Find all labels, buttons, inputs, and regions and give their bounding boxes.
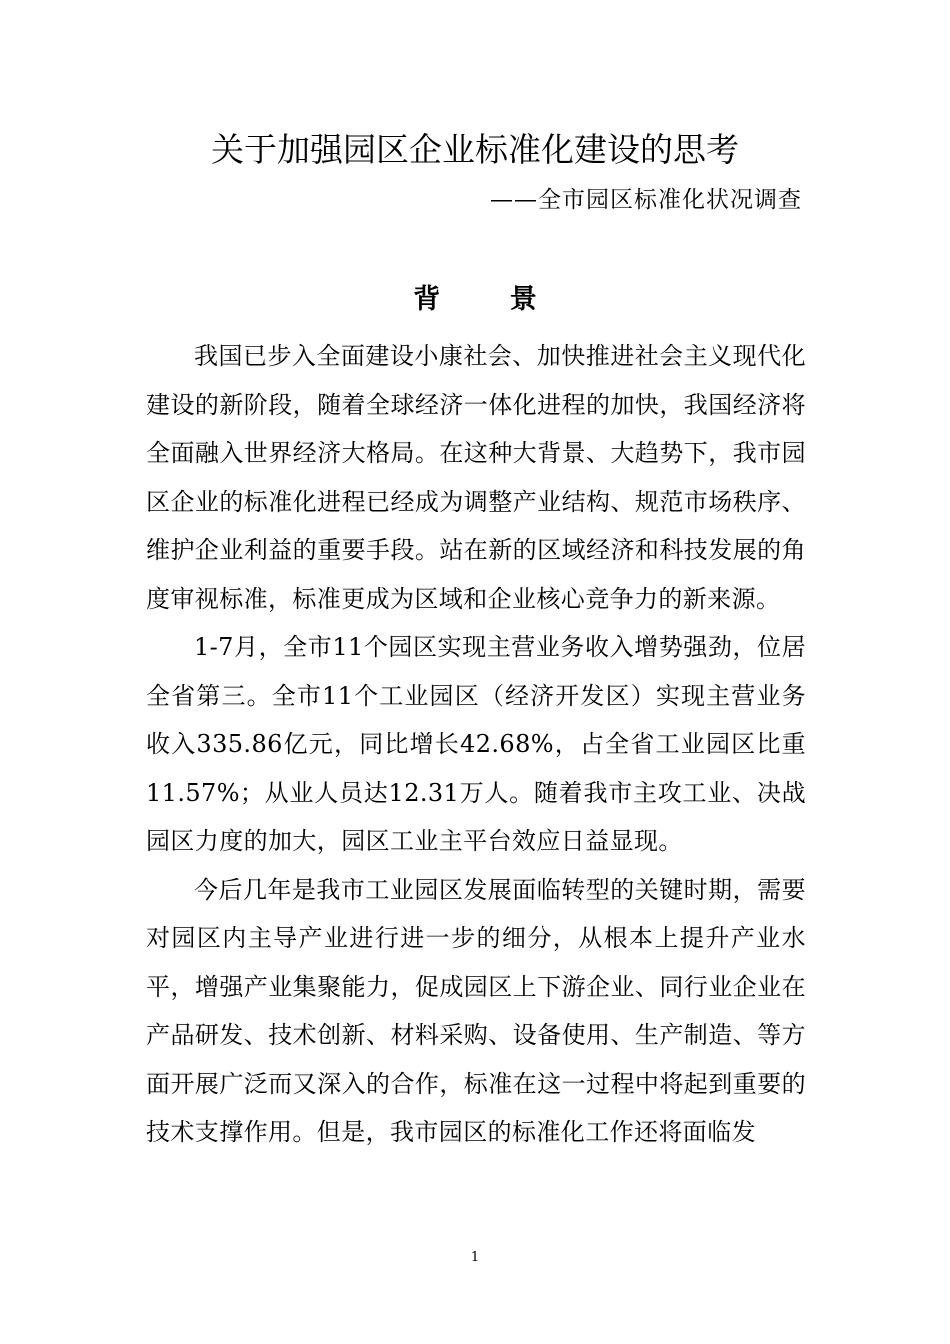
document-subtitle: ——全市园区标准化状况调查 bbox=[490, 187, 802, 213]
paragraph: 我国已步入全面建设小康社会、加快推进社会主义现代化建设的新阶段，随着全球经济一体化进程的加快，我国经济将全面融入世界经济大格局。在这种大背景、大趋势下，我市园区企业的标准化进程已经成为调整产业结构、规范市场秩序、维护企业利益的重要手段。站在新的区域经济和科技发展的角度审视标准，标准更成为区域和企业核心竞争力的新来源。 bbox=[146, 342, 806, 613]
document-title: 关于加强园区企业标准化建设的思考 bbox=[211, 130, 739, 169]
paragraph: 1-7月，全市11个园区实现主营业务收入增势强劲，位居全省第三。全市11个工业园区（经济开发区）实现主营业务收入335.86亿元，同比增长42.68%，占全省工业园区比重11.57%；从业人员达12.31万人。随着我市主攻工业、决战园区力度的加大，园区工业主平台效应日益显现。 bbox=[146, 633, 806, 855]
page-number: 1 bbox=[470, 1250, 480, 1265]
section-heading: 背 景 bbox=[413, 284, 567, 315]
paragraph: 今后几年是我市工业园区发展面临转型的关键时期，需要对园区内主导产业进行进一步的细分，从根本上提升产业水平，增强产业集聚能力，促成园区上下游企业、同行业企业在产品研发、技术创新、材料采购、设备使用、生产制造、等方面开展广泛而又深入的合作，标准在这一过程中将起到重要的技术支撑作用。但是，我市园区的标准化工作还将面临发 bbox=[146, 875, 806, 1146]
body-text bbox=[146, 332, 806, 1157]
